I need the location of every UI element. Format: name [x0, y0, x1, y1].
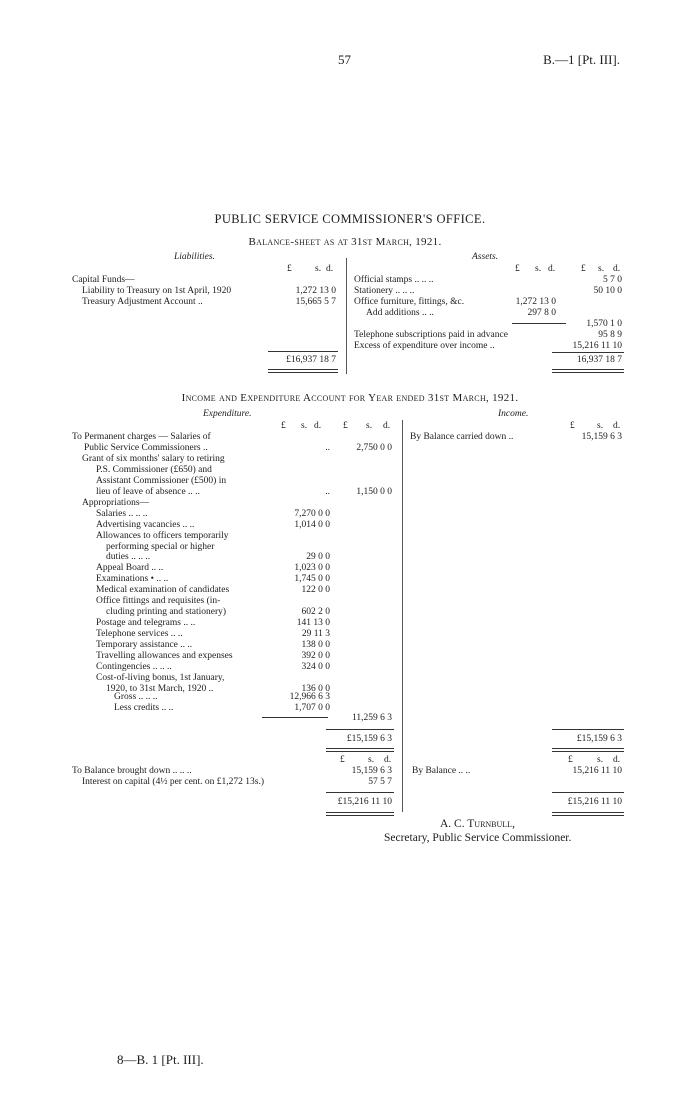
asset-col-shillings-2: s. [598, 264, 605, 274]
expenditure-row-label: Appeal Board .. .. [96, 563, 164, 574]
asset-amount: 5 7 0 [603, 275, 622, 285]
inc-total-double-rule [552, 748, 624, 752]
expenditure-amount: 2,750 0 0 [356, 442, 392, 453]
asset-label: Office furniture, fittings, &c. [354, 297, 465, 307]
expenditure-row-label: duties .. .. .. [106, 552, 151, 563]
bal-right-col-pounds: £ [568, 755, 573, 765]
exp-col-pounds-2: £ [343, 421, 348, 431]
liability-amount: 15,665 5 7 [295, 297, 336, 307]
expenditure-subamount: 1,745 0 0 [294, 574, 330, 585]
bal-right-total-double-rule [552, 812, 624, 816]
net-rule [262, 717, 328, 718]
liabilities-heading: Liabilities. [174, 252, 215, 262]
inc-col-pence: d. [613, 421, 621, 431]
expenditure-subamount: 602 2 0 [301, 607, 330, 618]
expenditure-row-label: Grant of six months' salary to retiring [82, 453, 225, 464]
asset-total-double-rule [552, 369, 624, 373]
inc-col-shillings: s. [597, 421, 604, 431]
expenditure-heading: Expenditure. [203, 409, 252, 419]
expenditure-subamount: 1,014 0 0 [294, 519, 330, 530]
expenditure-row-label: To Permanent charges — Salaries of [72, 432, 211, 442]
balance-left-amount: 15,159 6 3 [351, 766, 392, 776]
bal-left-col-shillings: s. [368, 755, 375, 765]
signatory-name: A. C. Turnbull, [440, 818, 515, 830]
gross-amount: 12,966 6 3 [289, 692, 330, 702]
expenditure-row-label: Cost-of-living bonus, 1st January, [96, 672, 225, 683]
asset-amount: 1,570 1 0 [586, 319, 622, 329]
expenditure-total: £15,159 6 3 [346, 734, 392, 744]
expenditure-row-label: Allowances to officers temporarily [96, 530, 229, 541]
expenditure-row-label: Examinations • .. .. [96, 574, 169, 585]
bal-left-total-double-rule [326, 812, 394, 816]
expenditure-subamount: 122 0 0 [301, 585, 330, 596]
office-title: PUBLIC SERVICE COMMISSIONER'S OFFICE. [214, 212, 486, 226]
net-amount: 11,259 6 3 [351, 713, 392, 723]
income-total: £15,159 6 3 [576, 734, 622, 744]
liability-amount: 1,272 13 0 [295, 286, 336, 296]
furniture-subtotal-rule [512, 323, 566, 324]
asset-label: Stationery .. .. .. [354, 286, 415, 296]
expenditure-subamount: 1,023 0 0 [294, 563, 330, 574]
asset-label: Official stamps .. .. .. [354, 275, 434, 285]
exp-col-pence-1: d. [314, 421, 322, 431]
balance-right-amount: 15,216 11 10 [572, 766, 622, 776]
balance-right-label: By Balance .. .. [412, 766, 471, 776]
liab-col-shillings: s. [315, 264, 322, 274]
exp-total-rule [326, 729, 394, 730]
income-heading: Income. [498, 409, 529, 419]
exp-col-shillings-2: s. [366, 421, 373, 431]
asset-subamount: 1,272 13 0 [515, 297, 556, 307]
liability-label: Treasury Adjustment Account .. [82, 297, 203, 307]
expenditure-row-label: 1920, to 31st March, 1920 .. [106, 683, 214, 694]
asset-col-pounds-2: £ [581, 264, 586, 274]
balance-sheet-title: Balance-sheet as at 31st March, 1921. [248, 236, 442, 248]
balance-left-label: Interest on capital (4½ per cent. on £1,272 13s.) [82, 777, 265, 787]
asset-amount: 95 8 9 [598, 330, 622, 340]
page-number: 57 [338, 52, 351, 67]
liab-total-rule [268, 351, 338, 352]
income-expenditure-divider [402, 420, 403, 812]
expenditure-subamount: 141 13 0 [296, 618, 330, 629]
income-row-amount: 15,159 6 3 [581, 432, 622, 442]
bal-left-col-pence: d. [384, 755, 392, 765]
expenditure-row-label: cluding printing and stationery) [106, 607, 227, 618]
asset-label: Telephone subscriptions paid in advance [354, 330, 508, 340]
inc-total-rule [552, 729, 624, 730]
exp-col-shillings-1: s. [301, 421, 308, 431]
expenditure-subamount: .. [325, 486, 330, 497]
expenditure-subamount: 138 0 0 [301, 640, 330, 651]
gross-label: Gross .. .. .. [114, 692, 158, 702]
expenditure-row-label: Appropriations— [82, 497, 150, 508]
bal-right-total-rule [552, 792, 624, 793]
expenditure-subamount: 29 11 3 [301, 629, 330, 640]
liability-label: Liability to Treasury on 1st April, 1920 [82, 286, 232, 296]
expenditure-row-label: Travelling allowances and expenses [96, 651, 233, 661]
expenditure-subamount: 392 0 0 [301, 651, 330, 661]
expenditure-row-label: Public Service Commissioners .. [84, 442, 208, 453]
expenditure-row-label: Medical examination of candidates [96, 585, 230, 596]
income-row-label: By Balance carried down .. [410, 432, 514, 442]
expenditure-subamount: 324 0 0 [301, 661, 330, 672]
balance-right-total: £15,216 11 10 [567, 797, 622, 807]
asset-col-shillings-1: s. [535, 264, 542, 274]
balance-sheet-divider [346, 258, 347, 374]
liab-col-pence: d. [326, 264, 334, 274]
expenditure-row-label: Telephone services .. .. [96, 629, 183, 640]
expenditure-subamount: 136 0 0 [301, 683, 330, 694]
liab-col-pounds: £ [287, 264, 292, 274]
less-credits-amount: 1,707 0 0 [294, 703, 330, 713]
expenditure-subamount: 29 0 0 [306, 552, 330, 563]
expenditure-row-label: Contingencies .. .. .. [96, 661, 172, 672]
document-reference: B.—1 [Pt. III]. [543, 52, 620, 67]
assets-heading: Assets. [472, 252, 499, 262]
expenditure-row-label: Assistant Commissioner (£500) in [96, 475, 227, 486]
expenditure-row-label: Postage and telegrams .. .. [96, 618, 196, 629]
signatory-position: Secretary, Public Service Commissioner. [384, 832, 572, 844]
asset-label: Excess of expenditure over income .. [354, 341, 495, 351]
less-credits-label: Less credits .. .. [114, 703, 174, 713]
asset-col-pounds-1: £ [515, 264, 520, 274]
expenditure-row-label: P.S. Commissioner (£650) and [96, 464, 212, 475]
expenditure-row-label: performing special or higher [106, 541, 215, 552]
asset-label: Add additions .. .. [366, 308, 434, 318]
expenditure-subamount: .. [325, 442, 330, 453]
exp-total-double-rule [326, 748, 394, 752]
balance-left-label: To Balance brought down .. .. .. [72, 766, 192, 776]
exp-col-pounds-1: £ [281, 421, 286, 431]
asset-col-pence-1: d. [548, 264, 556, 274]
exp-col-pence-2: d. [383, 421, 391, 431]
bal-right-col-pence: d. [613, 755, 621, 765]
balance-left-total: £15,216 11 10 [337, 797, 392, 807]
income-expenditure-title: Income and Expenditure Account for Year ended 31st March, 1921. [181, 392, 519, 404]
footer-reference: 8—B. 1 [Pt. III]. [117, 1052, 204, 1067]
expenditure-row-label: Office fittings and requisites (in- [96, 596, 221, 607]
asset-col-pence-2: d. [613, 264, 621, 274]
expenditure-row-label: Temporary assistance .. .. [96, 640, 193, 651]
expenditure-row-label: lieu of leave of absence .. .. [96, 486, 200, 497]
expenditure-row-label: Advertising vacancies .. .. [96, 519, 195, 530]
balance-left-amount: 57 5 7 [368, 777, 392, 787]
expenditure-row-label: Salaries .. .. .. [96, 508, 148, 519]
assets-total: 16,937 18 7 [576, 355, 622, 365]
asset-subamount: 297 8 0 [527, 308, 556, 318]
expenditure-subamount: 7,270 0 0 [294, 508, 330, 519]
asset-amount: 50 10 0 [593, 286, 622, 296]
liabilities-total: £16,937 18 7 [286, 355, 336, 365]
bal-right-col-shillings: s. [597, 755, 604, 765]
bal-left-col-pounds: £ [340, 755, 345, 765]
inc-col-pounds: £ [570, 421, 575, 431]
liab-total-double-rule [268, 369, 338, 373]
liability-label: Capital Funds— [72, 275, 135, 285]
asset-total-rule [552, 352, 624, 353]
asset-amount: 15,216 11 10 [572, 341, 622, 351]
bal-left-total-rule [326, 792, 394, 793]
expenditure-amount: 1,150 0 0 [356, 486, 392, 497]
